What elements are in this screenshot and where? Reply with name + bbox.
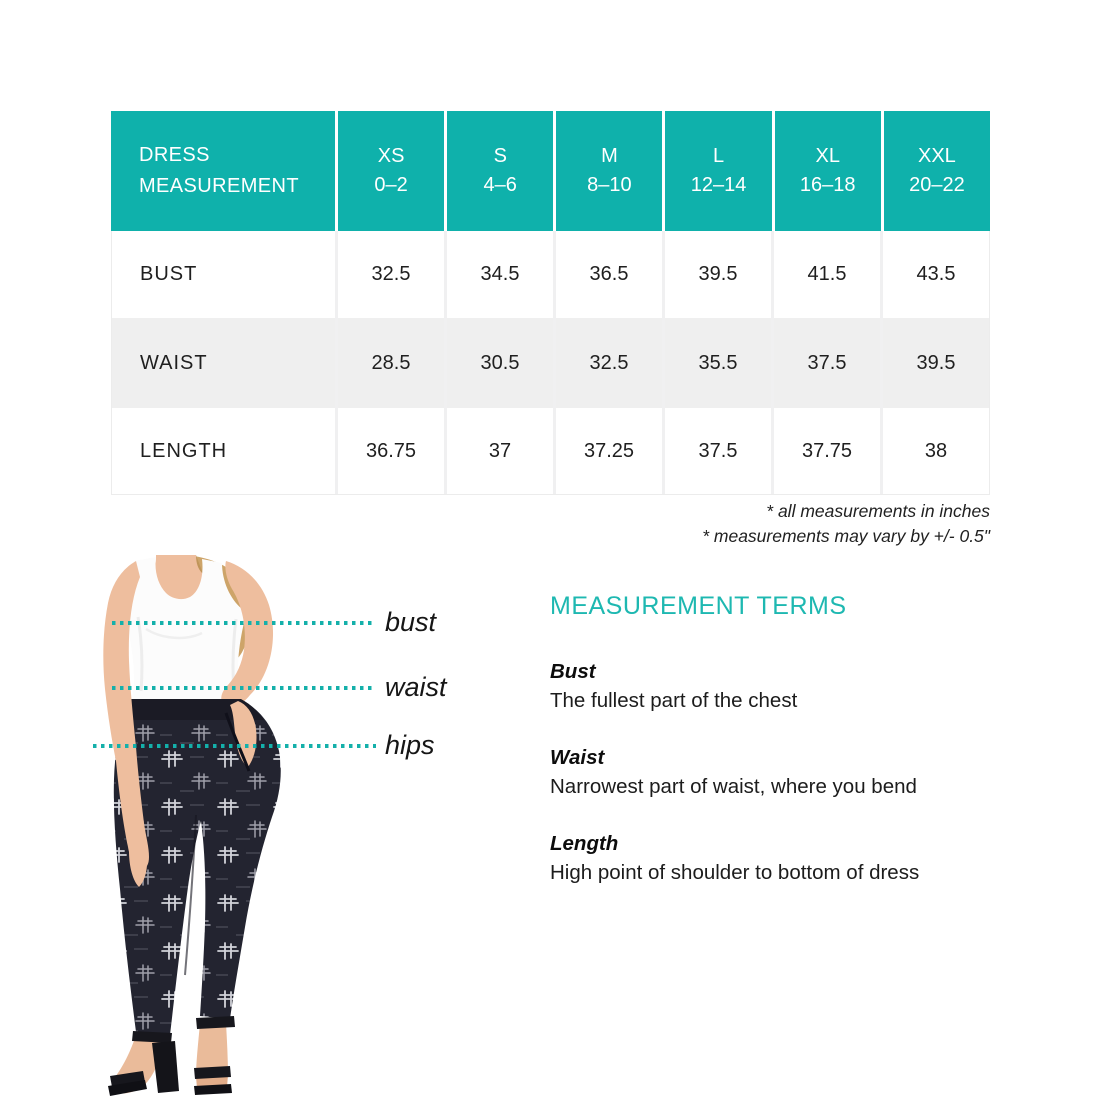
length-value-xs: 36.75 (335, 408, 444, 494)
table-row-bust (112, 231, 989, 318)
term-def-waist: Narrowest part of waist, where you bend (550, 775, 917, 798)
length-value-s: 37 (444, 408, 553, 494)
waist-value-l: 35.5 (662, 318, 771, 408)
row-label-waist: WAIST (140, 351, 208, 374)
size-col-header-xl: XL 16–18 (772, 111, 881, 231)
size-col-header-xxl: XXL 20–22 (881, 111, 990, 231)
row-label-bust: BUST (140, 263, 198, 285)
hips-line-label: hips (385, 730, 435, 760)
bust-value-l: 39.5 (662, 231, 771, 318)
waist-value-m: 32.5 (553, 318, 662, 408)
model-figure-illustration (100, 555, 430, 1100)
waist-value-s: 30.5 (444, 318, 553, 408)
model-photo (100, 555, 430, 1100)
footnotes (702, 499, 990, 548)
bust-dotted-line (112, 621, 376, 625)
term-waist (550, 743, 1010, 801)
term-def-length: High point of shoulder to bottom of dress (550, 861, 920, 884)
term-name-waist: Waist (550, 746, 605, 769)
waist-dotted-line (112, 686, 376, 690)
size-col-header-l: L 12–14 (662, 111, 771, 231)
measurement-terms-heading: MEASUREMENT TERMS (550, 592, 847, 620)
term-name-length: Length (550, 832, 619, 855)
footnote-inches: * all measurements in inches (766, 501, 990, 521)
waist-line-label: waist (385, 672, 447, 702)
length-value-l: 37.5 (662, 408, 771, 494)
length-value-xl: 37.75 (771, 408, 880, 494)
dress-measurement-table (111, 111, 990, 495)
bust-value-m: 36.5 (553, 231, 662, 318)
term-length (550, 829, 1010, 887)
table-title-line2: MEASUREMENT (139, 175, 299, 197)
waist-value-xl: 37.5 (771, 318, 880, 408)
length-value-m: 37.25 (553, 408, 662, 494)
left-shoe (108, 1031, 179, 1096)
term-def-bust: The fullest part of the chest (550, 689, 798, 712)
row-label-length: LENGTH (140, 439, 228, 462)
bust-value-s: 34.5 (444, 231, 553, 318)
hips-dotted-line (93, 744, 376, 748)
waist-value-xxl: 39.5 (880, 318, 989, 408)
bust-value-xxl: 43.5 (880, 231, 989, 318)
size-col-header-xs: XS 0–2 (335, 111, 444, 231)
bust-line-label: bust (385, 607, 437, 637)
size-col-header-m: M 8–10 (553, 111, 662, 231)
length-value-xxl: 38 (880, 408, 989, 494)
term-bust (550, 657, 1010, 715)
size-col-header-s: S 4–6 (444, 111, 553, 231)
table-title-cell (111, 111, 335, 231)
bust-value-xl: 41.5 (771, 231, 880, 318)
table-header-row (111, 111, 990, 231)
right-shoe (194, 1016, 235, 1095)
table-row-waist (112, 318, 989, 408)
term-name-bust: Bust (550, 660, 596, 683)
table-row-length (112, 408, 989, 494)
waist-value-xs: 28.5 (335, 318, 444, 408)
table-body (111, 231, 990, 495)
footnote-variance: * measurements may vary by +/- 0.5" (702, 525, 990, 546)
table-title-line1: DRESS (139, 144, 210, 166)
bust-value-xs: 32.5 (335, 231, 444, 318)
measurement-terms-section (550, 592, 1010, 915)
